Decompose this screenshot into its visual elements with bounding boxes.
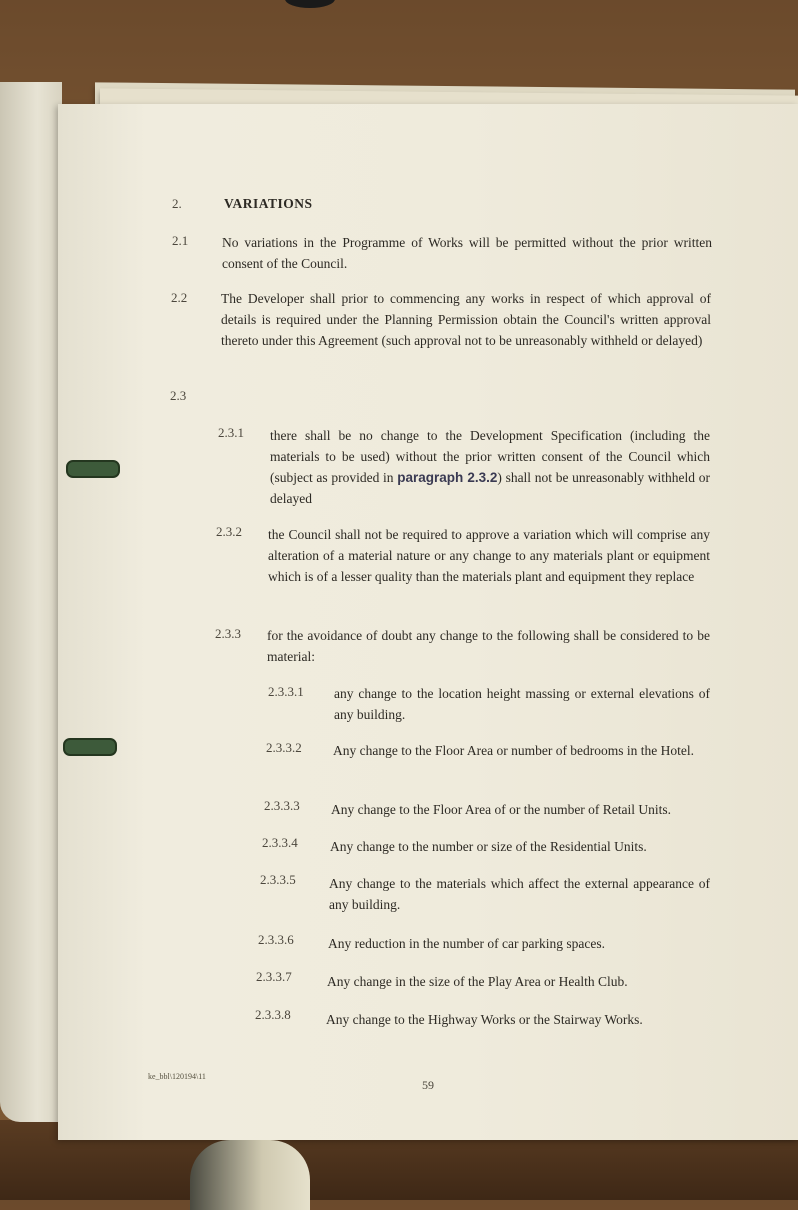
item-text: any change to the location height massing or external elevations of any building. [334, 686, 710, 722]
item-number: 2.3.3.3 [264, 798, 300, 813]
item-number: 2.3.3.7 [256, 969, 292, 984]
subclause-text [270, 425, 710, 509]
item-text: Any change to the Floor Area of or the number of Retail Units. [331, 802, 672, 817]
document-reference: ke_bbl\120194\11 [148, 1072, 206, 1081]
subclause-number: 2.3.3 [215, 626, 241, 641]
item-text: Any change to the number or size of the Residential Units. [330, 839, 647, 854]
item-number: 2.3.3.2 [266, 740, 302, 755]
facing-page [0, 82, 62, 1122]
subclause-text-part: there shall be no change to the Development Specification (including the materials to be used) without the prior written consent of the Council which (subject as provided in [270, 428, 710, 485]
section-number: 2. [172, 196, 182, 211]
clause-number: 2.1 [172, 233, 189, 248]
paragraph-reference: paragraph 2.3.2 [397, 470, 498, 485]
subclause-text: the Council shall not be required to approve a variation which will comprise any alteration of a material nature or any change to any materials plant or equipment which is of a lesser quality than the materials plant and equipment they replace [268, 527, 710, 584]
subclause-number: 2.3.2 [216, 524, 242, 539]
binder-ring [63, 738, 117, 756]
page-number: 59 [422, 1078, 434, 1092]
subclause-text-part: ) shall not be unreasonably withheld or delayed [270, 470, 710, 506]
item-text: Any reduction in the number of car parking spaces. [328, 936, 606, 951]
clause-text: The Developer shall prior to commencing any works in respect of which approval of details is required under the Planning Permission obtain the Council's written approval thereto under this Agreement (such approval not to be unreasonably withheld or delayed) [221, 291, 711, 348]
item-number: 2.3.3.1 [268, 684, 304, 699]
binder-ring [66, 460, 120, 478]
clause-number: 2.2 [171, 290, 188, 305]
clause-text: No variations in the Programme of Works will be permitted without the prior written consent of the Council. [222, 235, 712, 271]
clause-number: 2.3 [170, 388, 187, 403]
section-title: VARIATIONS [224, 196, 313, 211]
subclause-text: for the avoidance of doubt any change to the following shall be considered to be material: [267, 628, 710, 664]
item-text: Any change to the Highway Works or the Stairway Works. [326, 1012, 643, 1027]
item-number: 2.3.3.6 [258, 932, 294, 947]
item-number: 2.3.3.5 [260, 872, 296, 887]
item-text: Any change in the size of the Play Area or Health Club. [327, 974, 628, 989]
item-text: Any change to the Floor Area or number of bedrooms in the Hotel. [333, 743, 695, 758]
subclause-number: 2.3.1 [218, 425, 244, 440]
item-text: Any change to the materials which affect the external appearance of any building. [329, 876, 710, 912]
item-number: 2.3.3.8 [255, 1007, 291, 1022]
item-number: 2.3.3.4 [262, 835, 298, 850]
background-object [285, 0, 335, 8]
